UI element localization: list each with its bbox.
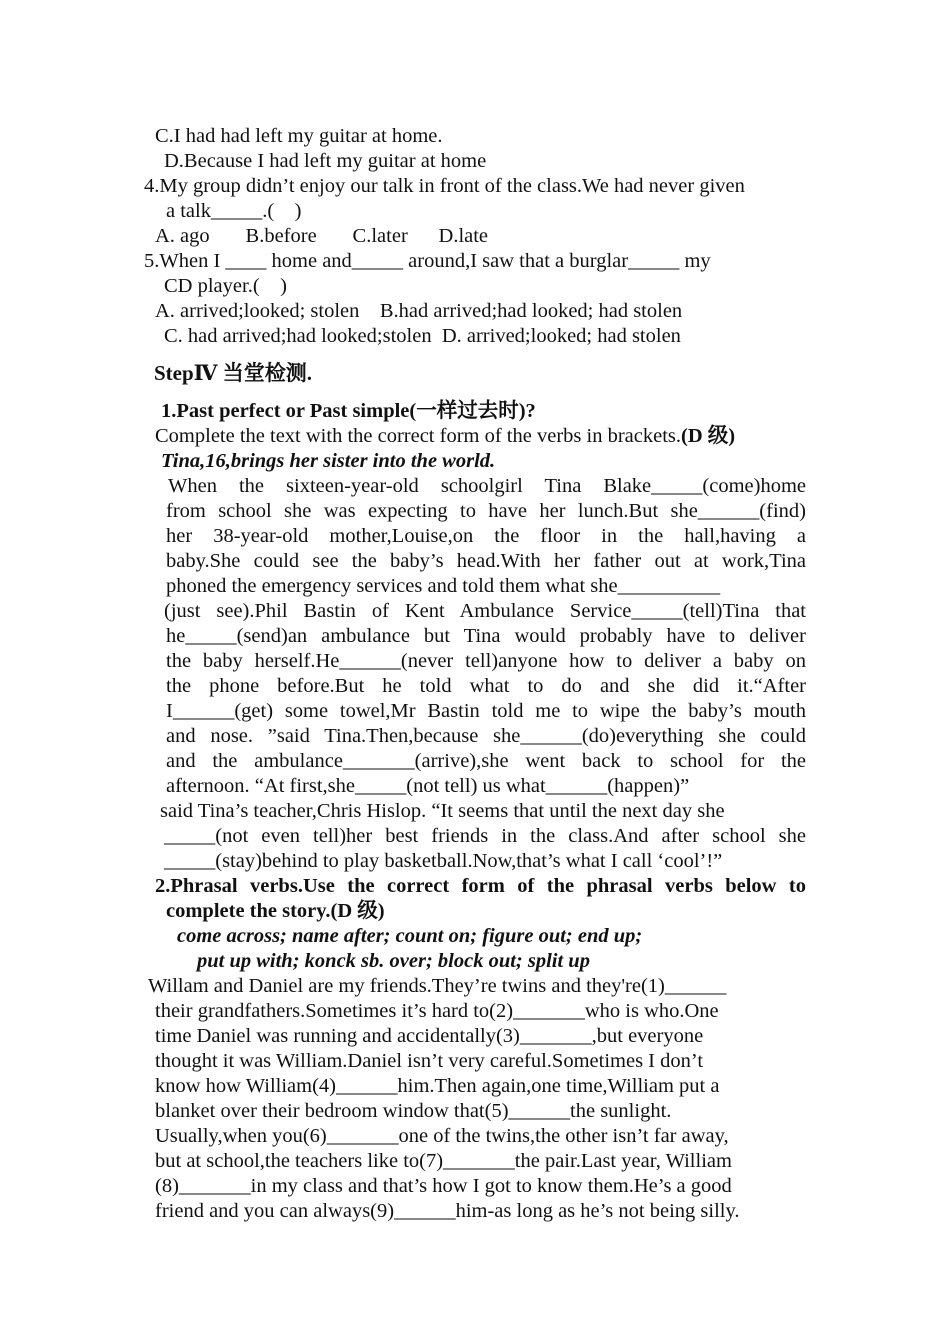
story-line-9: the phone before.But he told what to do and she did it.“After <box>166 675 806 697</box>
story-line-8: the baby herself.He______(never tell)anyone how to deliver a baby on <box>166 650 806 672</box>
question-5-stem: 5.When I ____ home and_____ around,I saw that a burglar_____ my <box>144 250 711 272</box>
story-line-15: _____(not even tell)her best friends in the class.And after school she <box>164 825 806 847</box>
story-line-6: (just see).Phil Bastin of Kent Ambulance Service_____(tell)Tina that <box>164 600 806 622</box>
exercise-1-heading: 1.Past perfect or Past simple(一样过去时)? <box>161 400 536 422</box>
question-4-stem: 4.My group didn’t enjoy our talk in front of the class.We had never given <box>144 175 745 197</box>
story-line-5: phoned the emergency services and told them what she__________ <box>166 575 721 597</box>
story-line-14: said Tina’s teacher,Chris Hislop. “It seems that until the next day she <box>160 800 725 822</box>
story-line-13: afternoon. “At first,she_____(not tell) us what______(happen)” <box>166 775 690 797</box>
question-5-stem-cont: CD player.( ) <box>164 275 287 297</box>
phrasal-story-line-7: Usually,when you(6)_______one of the twins,the other isn’t far away, <box>155 1125 729 1147</box>
exercise-1-instruction-line <box>155 424 735 449</box>
story-line-11: and nose. ”said Tina.Then,because she______(do)everything she could <box>166 725 806 747</box>
question-5-options-cd: C. had arrived;had looked;stolen D. arrived;looked; had stolen <box>164 325 681 347</box>
phrasal-story-line-4: thought it was William.Daniel isn’t very careful.Sometimes I don’t <box>155 1050 704 1072</box>
story-line-16: _____(stay)behind to play basketball.Now,that’s what I call ‘cool’!” <box>164 850 723 872</box>
story-line-2: from school she was expecting to have her lunch.But she______(find) <box>166 500 806 522</box>
option-d-line: D.Because I had left my guitar at home <box>164 150 487 172</box>
exercise-2-heading-line-2: complete the story.(D 级) <box>166 900 385 922</box>
option-c-line: C.I had had left my guitar at home. <box>155 125 443 147</box>
story-title: Tina,16,brings her sister into the world. <box>161 450 496 472</box>
phrasal-story-line-10: friend and you can always(9)______him-as long as he’s not being silly. <box>155 1200 740 1222</box>
word-bank-line-1: come across; name after; count on; figure out; end up; <box>177 925 643 947</box>
story-line-3: her 38-year-old mother,Louise,on the floor in the hall,having a <box>166 525 806 547</box>
phrasal-story-line-3: time Daniel was running and accidentally(3)_______,but everyone <box>155 1025 704 1047</box>
word-bank-line-2: put up with; konck sb. over; block out; split up <box>197 950 590 972</box>
story-line-7: he_____(send)an ambulance but Tina would probably have to deliver <box>166 625 806 647</box>
phrasal-story-line-2: their grandfathers.Sometimes it’s hard to(2)_______who is who.One <box>155 1000 719 1022</box>
phrasal-story-line-5: know how William(4)______him.Then again,one time,William put a <box>155 1075 720 1097</box>
story-line-12: and the ambulance_______(arrive),she went back to school for the <box>166 750 806 772</box>
exercise-1-level: (D 级) <box>681 425 736 447</box>
question-5-options-ab: A. arrived;looked; stolen B.had arrived;had looked; had stolen <box>155 300 683 322</box>
phrasal-story-line-1: Willam and Daniel are my friends.They’re twins and they're(1)______ <box>148 975 727 997</box>
phrasal-story-line-6: blanket over their bedroom window that(5)______the sunlight. <box>155 1100 672 1122</box>
story-line-10: I______(get) some towel,Mr Bastin told me to wipe the baby’s mouth <box>166 700 806 722</box>
step-4-title: StepⅣ 当堂检测. <box>154 361 313 385</box>
question-4-options: A. ago B.before C.later D.late <box>155 225 489 247</box>
story-line-4: baby.She could see the baby’s head.With her father out at work,Tina <box>166 550 806 572</box>
story-line-1: When the sixteen-year-old schoolgirl Tina Blake_____(come)home <box>168 475 806 497</box>
phrasal-story-line-8: but at school,the teachers like to(7)_______the pair.Last year, William <box>155 1150 732 1172</box>
question-4-stem-cont: a talk_____.( ) <box>166 200 302 222</box>
exercise-1-instruction: Complete the text with the correct form of the verbs in brackets. <box>155 425 681 447</box>
phrasal-story-line-9: (8)_______in my class and that’s how I got to know them.He’s a good <box>155 1175 732 1197</box>
exercise-2-heading-line-1: 2.Phrasal verbs.Use the correct form of the phrasal verbs below to <box>155 875 806 897</box>
